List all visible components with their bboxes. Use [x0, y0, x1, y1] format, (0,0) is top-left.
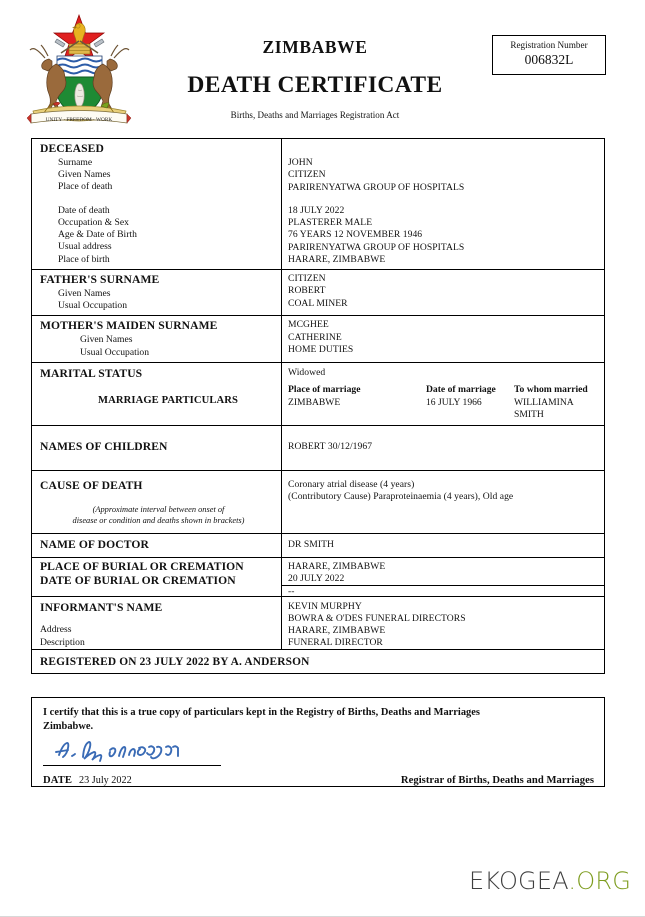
- burial-date-title: DATE OF BURIAL OR CREMATION: [40, 574, 236, 588]
- label-informant-description: Description: [40, 636, 85, 648]
- informant-section-title: INFORMANT'S NAME: [40, 600, 163, 614]
- label-usual-address: Usual address: [58, 241, 112, 253]
- marriage-particulars-label: MARRIAGE PARTICULARS: [98, 394, 239, 406]
- table-row-father: [32, 270, 604, 316]
- table-row-doctor: [32, 534, 604, 558]
- deceased-section-title: DECEASED: [40, 142, 104, 155]
- deceased-labels: [32, 139, 282, 269]
- burial-extra-label-cell: [32, 585, 282, 596]
- registrar-title: Registrar of Births, Deaths and Marriages: [400, 774, 594, 786]
- certificate-titles: [150, 38, 480, 120]
- value-given-names: CITIZEN: [288, 169, 326, 181]
- registration-number-label: Registration Number: [510, 40, 588, 50]
- value-children: ROBERT 30/12/1967: [288, 440, 373, 452]
- value-burial-date: 20 JULY 2022: [288, 572, 345, 584]
- header-date-of-marriage: Date of marriage: [426, 384, 496, 396]
- marital-values: [282, 363, 604, 425]
- page-title: DEATH CERTIFICATE: [187, 72, 443, 99]
- signature-area: [43, 735, 243, 768]
- value-mother-surname: MCGHEE: [288, 319, 329, 331]
- value-place-of-marriage: ZIMBABWE: [288, 396, 341, 408]
- informant-labels: [32, 597, 282, 649]
- act-subtitle: Births, Deaths and Marriages Registration Act: [230, 110, 400, 121]
- value-mother-occupation: HOME DUTIES: [288, 344, 354, 356]
- cause-note-line-1: (Approximate interval between onset of: [92, 505, 225, 515]
- burial-label-cell: [32, 558, 282, 588]
- value-cause-contributory: (Contributory Cause) Paraproteinaemia (4 years), Old age: [288, 490, 514, 502]
- value-doctor: DR SMITH: [288, 538, 334, 550]
- father-section-title: FATHER'S SURNAME: [40, 273, 160, 287]
- doctor-value-cell: [282, 534, 604, 557]
- registered-text: REGISTERED ON 23 JULY 2022 BY A. ANDERSON: [40, 655, 310, 668]
- spacer: [288, 194, 600, 205]
- marital-section-title: MARITAL STATUS: [40, 366, 143, 380]
- label-date-of-death: Date of death: [58, 204, 110, 216]
- mother-section-title: MOTHER'S MAIDEN SURNAME: [40, 319, 218, 333]
- table-row-deceased: [32, 139, 604, 270]
- burial-value-cell: [282, 558, 604, 585]
- value-to-whom-married: WILLIAMINA SMITH: [514, 396, 574, 421]
- cause-section-title: CAUSE OF DEATH: [40, 478, 143, 492]
- value-father-occupation: COAL MINER: [288, 297, 348, 309]
- table-row-registered: [32, 650, 604, 674]
- certify-line-2: Zimbabwe.: [43, 720, 94, 732]
- value-marital-status: Widowed: [288, 366, 326, 378]
- value-informant-description: FUNERAL DIRECTOR: [288, 637, 383, 649]
- logo-tld-text: .ORG: [568, 867, 631, 895]
- cause-label-cell: [32, 471, 282, 533]
- value-surname: JOHN: [288, 157, 313, 168]
- marriage-particulars-values: [288, 397, 600, 422]
- value-informant-address: HARARE, ZIMBABWE: [288, 625, 386, 637]
- table-row-mother: [32, 316, 604, 362]
- label-mother-given-names: Given Names: [80, 334, 133, 346]
- registrar-signature: [53, 735, 223, 765]
- spacer-align: [288, 142, 600, 157]
- deceased-values: [282, 139, 604, 269]
- date-label: DATE: [43, 774, 73, 786]
- zimbabwe-coat-of-arms-icon: [13, 11, 145, 130]
- value-date-of-death: 18 JULY 2022: [288, 204, 345, 216]
- value-mother-given-names: CATHERINE: [288, 331, 342, 343]
- header-to-whom-married: To whom married: [514, 384, 588, 396]
- father-labels: [32, 270, 282, 315]
- value-age-dob: 76 YEARS 12 NOVEMBER 1946: [288, 229, 423, 241]
- label-mother-occupation: Usual Occupation: [80, 346, 150, 358]
- header-place-of-marriage: Place of marriage: [288, 384, 361, 396]
- children-label-cell: [32, 426, 282, 470]
- date-group: [43, 770, 132, 788]
- label-father-given-names: Given Names: [58, 287, 111, 299]
- label-given-names: Given Names: [58, 169, 111, 181]
- value-father-surname: CITIZEN: [288, 273, 326, 285]
- label-surname: Surname: [58, 156, 93, 168]
- certification-box: [31, 697, 605, 787]
- children-section-title: NAMES OF CHILDREN: [40, 439, 168, 453]
- value-occupation-sex: PLASTERER MALE: [288, 217, 373, 229]
- value-informant-organisation: BOWRA & O'DES FUNERAL DIRECTORS: [288, 612, 466, 624]
- value-burial-place: HARARE, ZIMBABWE: [288, 560, 386, 572]
- certificate-header: [0, 0, 645, 133]
- value-burial-extra: --: [288, 585, 295, 597]
- label-place-of-death: Place of death: [58, 181, 113, 193]
- date-value: 23 July 2022: [79, 774, 132, 786]
- signature-line: [43, 765, 221, 766]
- logo-main-text: EKOGEA: [468, 867, 569, 895]
- table-row-burial-extra: [32, 585, 604, 597]
- label-informant-address: Address: [40, 624, 72, 636]
- table-row-burial: [32, 558, 604, 588]
- table-row-marital-status: [32, 363, 604, 426]
- ekogea-watermark-logo: [469, 867, 631, 895]
- certify-line-1: I certify that this is a true copy of particulars kept in the Registry of Births, Deaths and Marriages: [43, 707, 480, 718]
- value-date-of-marriage: 16 JULY 1966: [426, 396, 482, 408]
- children-value-cell: [282, 426, 604, 470]
- burial-extra-value-cell: [282, 585, 604, 596]
- table-row-children: [32, 426, 604, 471]
- label-place-of-birth: Place of birth: [58, 253, 110, 265]
- value-cause-primary: Coronary atrial disease (4 years): [288, 478, 415, 490]
- marital-labels: [32, 363, 282, 425]
- registered-cell: [32, 650, 604, 673]
- table-row-cause-of-death: [32, 471, 604, 534]
- label-father-occupation: Usual Occupation: [58, 300, 128, 312]
- mother-labels: [32, 316, 282, 361]
- value-usual-address: PARIRENYATWA GROUP OF HOSPITALS: [288, 241, 465, 253]
- certify-footer: [43, 770, 594, 788]
- value-place-of-death: PARIRENYATWA GROUP OF HOSPITALS: [288, 181, 465, 193]
- label-occupation-sex: Occupation & Sex: [58, 216, 129, 228]
- coat-of-arms-motto: UNITY · FREEDOM · WORK: [45, 117, 113, 123]
- label-age-dob: Age & Date of Birth: [58, 229, 137, 241]
- doctor-section-title: NAME OF DOCTOR: [40, 537, 149, 551]
- cause-note-line-2: disease or condition and deaths shown in brackets): [72, 516, 245, 526]
- table-row-informant: [32, 597, 604, 650]
- father-values: [282, 270, 604, 315]
- value-father-given-names: ROBERT: [288, 285, 326, 297]
- registration-number-value: 006832L: [524, 51, 574, 67]
- country-title: ZIMBABWE: [262, 37, 368, 57]
- certificate-table: [31, 138, 605, 674]
- value-informant-name: KEVIN MURPHY: [288, 600, 362, 612]
- marriage-particulars-headers: [288, 384, 600, 396]
- cause-value-cell: [282, 471, 604, 533]
- informant-values: [282, 597, 604, 649]
- doctor-label-cell: [32, 534, 282, 557]
- spacer: [40, 382, 277, 395]
- burial-place-title: PLACE OF BURIAL OR CREMATION: [40, 559, 244, 573]
- mother-values: [282, 316, 604, 361]
- spacer: [40, 493, 277, 505]
- value-place-of-birth: HARARE, ZIMBABWE: [288, 253, 386, 265]
- spacer: [40, 615, 277, 624]
- registration-number-box: [492, 35, 606, 75]
- spacer: [40, 194, 277, 205]
